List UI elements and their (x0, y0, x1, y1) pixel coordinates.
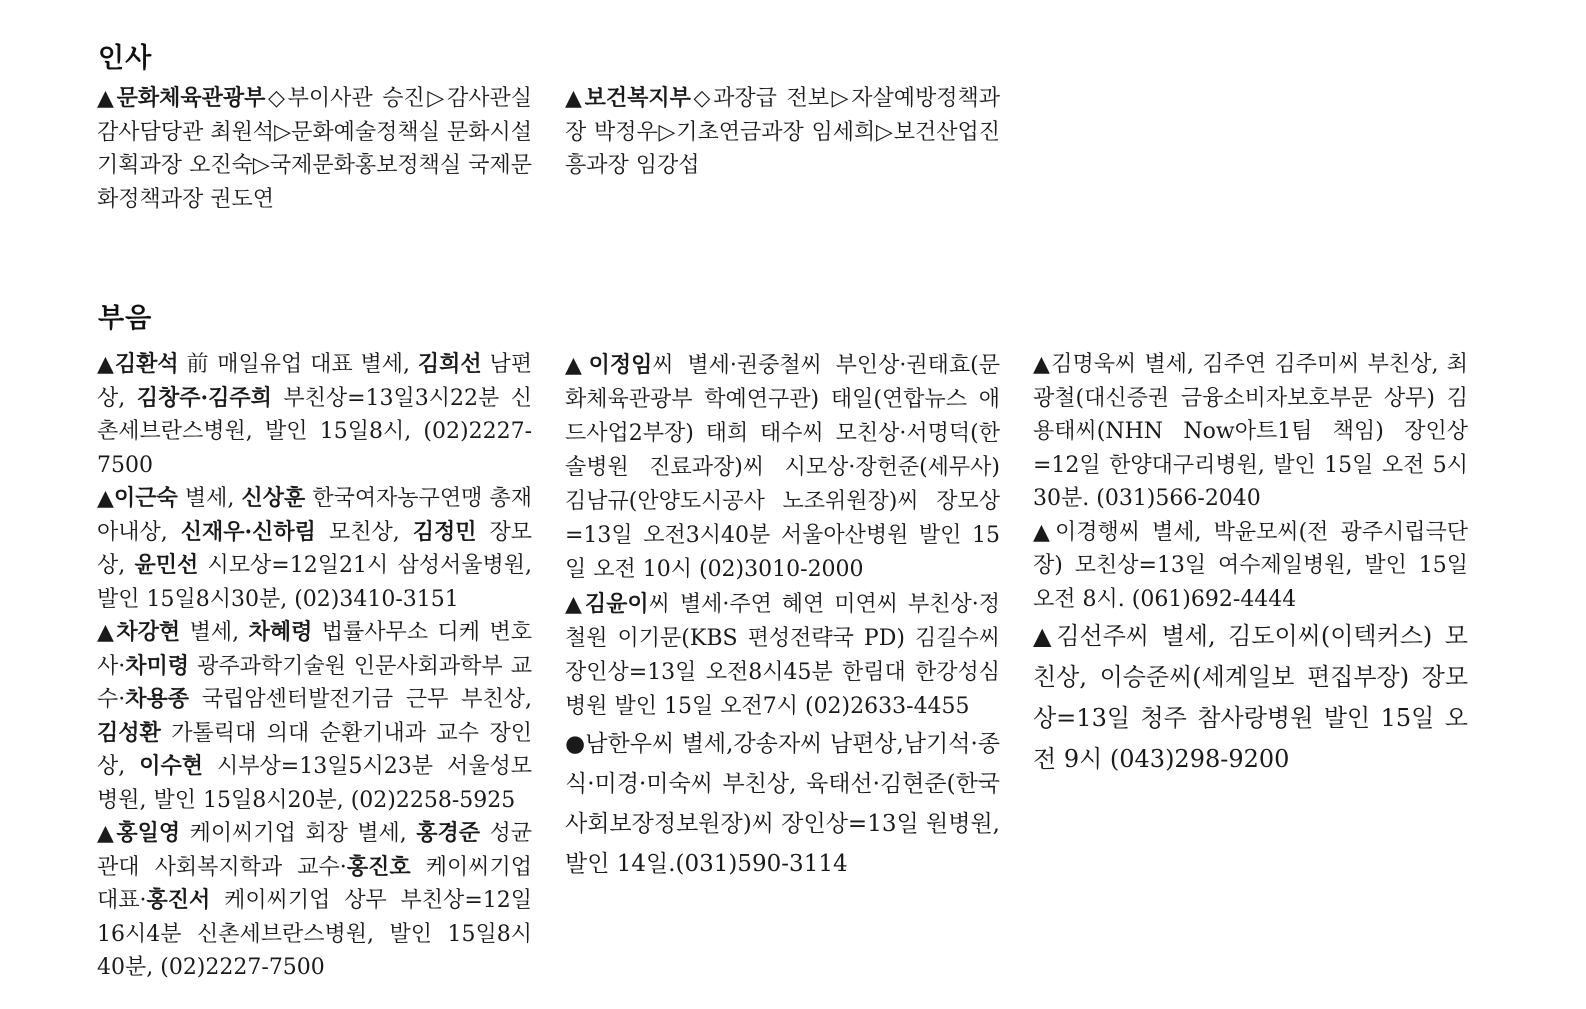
obituary-text: 남편상, (97, 352, 533, 411)
person-name: 홍일영 (116, 820, 181, 846)
obituary-text: 前 매일유업 대표 별세, (178, 352, 418, 377)
obituary-entry (1033, 616, 1468, 780)
obituary-text: 가톨릭대 의대 순환기내과 교수 장인상, (97, 720, 532, 779)
obituary-text: 법률사무소 디케 변호사· (97, 620, 532, 679)
obituary-text: ▲ (97, 620, 117, 645)
person-name: 김환석 (114, 351, 179, 377)
person-name: 윤민선 (134, 552, 199, 578)
person-name: 홍진서 (146, 887, 211, 913)
obituary-text: ▲ (97, 486, 115, 511)
obituary-entry (97, 817, 532, 985)
obituaries-column-3 (1033, 348, 1468, 780)
ministry-name: ▲보건복지부 (565, 85, 691, 111)
obituary-entry (565, 587, 1000, 724)
obituary-text: 시모상=12일21시 삼성서울병원, 발인 15일8시30분, (02)3410-3151 (97, 553, 532, 612)
obituaries-column-1 (97, 348, 532, 985)
obituary-entry (1033, 516, 1468, 617)
obituary-text: 케이씨기업 대표· (97, 854, 532, 913)
obituary-text: 한국여자농구연맹 총재 아내상, (97, 486, 532, 545)
obituary-text: 장모상, (97, 519, 532, 578)
obituary-text: 별세, (177, 486, 242, 511)
obituary-text: ▲김선주씨 별세, 김도이씨(이텍커스) 모친상, 이승준씨(세계일보 편집부장) 장모상=13일 청주 참사랑병원 발인 15일 오전 9시 (043)298-9200 (1033, 622, 1468, 773)
person-name: 신재우·신하림 (180, 518, 316, 545)
person-name: 홍진호 (346, 853, 411, 880)
person-name: 차용종 (125, 686, 190, 712)
obituary-entry (565, 348, 1000, 587)
person-name: 차혜령 (248, 619, 313, 645)
appointment-entry (97, 82, 532, 216)
person-name: ▲이정임 (565, 352, 653, 378)
obituary-text: 시부상=13일5시23분 서울성모병원, 발인 15일8시20분, (02)2258-5925 (97, 754, 532, 813)
obituary-text: 케이씨기업 상무 부친상=12일16시4분 신촌세브란스병원, 발인 15일8시40분, (02)2227-7500 (97, 888, 532, 980)
appointments-column-1 (97, 82, 532, 216)
appointment-text: ◇과장급 전보▷자살예방정책과장 박정우▷기초연금과장 임세희▷보건산업진흥과장 임강섭 (565, 86, 1000, 178)
person-name: 김정민 (412, 518, 477, 545)
appointment-text: ◇부이사관 승진▷감사관실 감사담당관 최원석▷문화예술정책실 문화시설기획과장 오진숙▷국제문화홍보정책실 국제문화정책과장 권도연 (97, 86, 532, 212)
obituary-text: 모친상, (315, 519, 413, 545)
appointments-column-2 (565, 82, 1000, 183)
obituary-entry (97, 482, 532, 616)
appointment-entry (565, 82, 1000, 183)
obituary-text: ▲김명욱씨 별세, 김주연 김주미씨 부친상, 최광철(대신증권 금융소비자보호부문 상무) 김용태씨(NHN Now아트1팀 책임) 장인상=12일 한양대구리병원, 발인 15일 오전 5시 30분. (031)566-2040 (1033, 352, 1468, 511)
person-name: 김성환 (97, 719, 161, 746)
obituary-entry (565, 724, 1000, 884)
obituary-text: 별세, (180, 620, 249, 645)
obituary-text: 성균관대 사회복지학과 교수· (97, 821, 532, 880)
obituary-text: ▲ (97, 821, 117, 846)
person-name: 이수현 (139, 753, 204, 779)
obituary-entry (97, 616, 532, 817)
obituary-text: 광주과학기술원 인문사회과학부 교수· (97, 653, 532, 712)
obituary-text: ●남한우씨 별세,강송자씨 남편상,남기석·종식·미경·미숙씨 부친상, 육태선·김현준(한국사회보장정보원장)씨 장인상=13일 원병원,발인 14일.(031)590-3114 (565, 731, 1000, 877)
obituary-text: 부친상=13일3시22분 신촌세브란스병원, 발인 15일8시, (02)2227-7500 (97, 385, 532, 478)
obituary-text: 씨 별세·주연 혜연 미연씨 부친상·정철원 이기문(KBS 편성전략국 PD) 김길수씨 장인상=13일 오전8시45분 한림대 한강성심병원 발인 15일 오전7시 (02)2633-4455 (565, 592, 1000, 719)
obituary-text: 국립암센터발전기금 근무 부친상, (189, 687, 532, 712)
person-name: 김희선 (417, 351, 482, 377)
person-name: 이근숙 (114, 485, 178, 511)
obituaries-column-2 (565, 348, 1000, 884)
person-name: 차강현 (116, 619, 181, 645)
section-title-appointments: 인사 (98, 43, 153, 74)
person-name: 차미령 (125, 652, 190, 679)
person-name: 신상훈 (241, 485, 306, 511)
obituary-text: 케이씨기업 회장 별세, (180, 821, 417, 846)
ministry-name: ▲문화체육관광부 (97, 85, 266, 111)
person-name: 김창주·김주희 (136, 384, 272, 411)
person-name: 홍경준 (416, 820, 481, 846)
obituary-text: ▲이경행씨 별세, 박윤모씨(전 광주시립극단장) 모친상=13일 여수제일병원, 발인 15일 오전 8시. (061)692-4444 (1033, 519, 1468, 612)
obituary-text: 씨 별세·권중철씨 부인상·권태효(문화체육관광부 학예연구관) 태일(연합뉴스 애드사업2부장) 태희 태수씨 모친상·서명덕(한솔병원 진료과장)씨 시모상·장헌준(세무사) 김남규(안양도시공사 노조위원장)씨 장모상=13일 오전3시40분 서울아산병원 발인 15일 오전 10시 (02)3010-2000 (565, 353, 1000, 582)
person-name: ▲김윤이 (565, 591, 649, 617)
obituary-entry (97, 348, 532, 482)
section-title-obituaries: 부음 (98, 303, 153, 334)
obituary-text: ▲ (97, 352, 115, 377)
obituary-entry (1033, 348, 1468, 516)
